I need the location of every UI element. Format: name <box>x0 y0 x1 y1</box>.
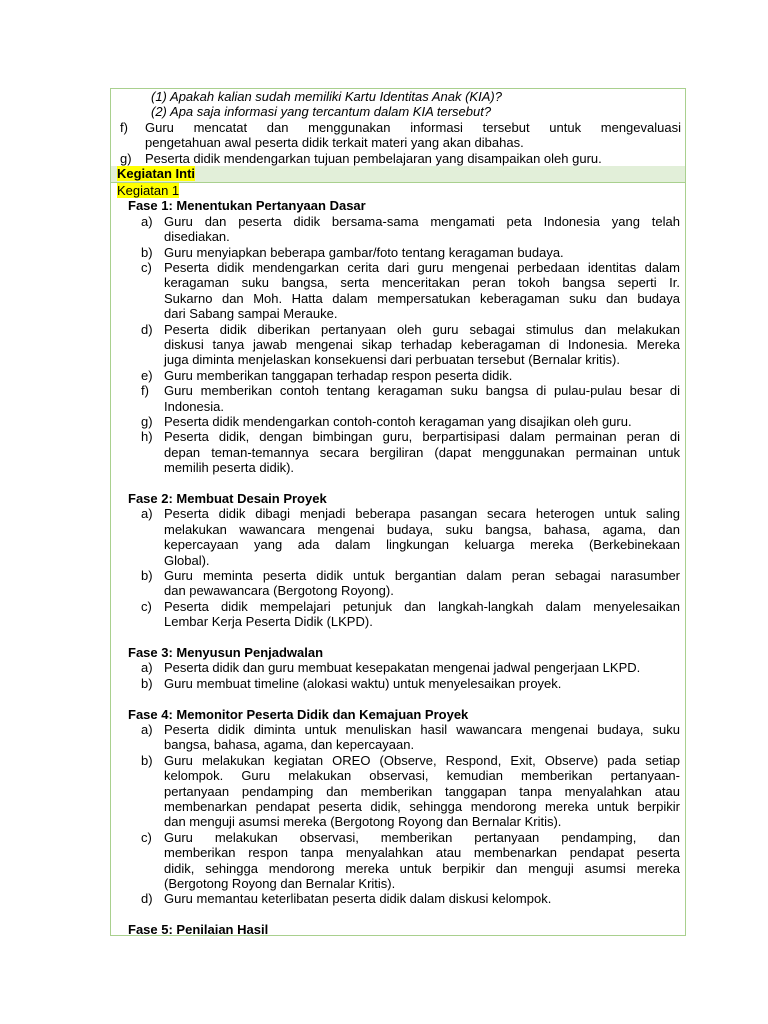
list-item-line: dan menguji asumsi mereka (Bergotong Royong dan Bernalar Kritis). <box>164 814 562 830</box>
list-label: d) <box>141 891 153 907</box>
list-item-line: Peserta didik diminta untuk menuliskan hasil wawancara mengenai budaya, suku <box>164 722 680 737</box>
list-item-line: Peserta didik mempelajari petunjuk dan langkah-langkah dalam menyelesaikan <box>164 598 680 614</box>
list-item-line: Lembar Kerja Peserta Didik (LKPD). <box>164 614 373 630</box>
list-item-line: Peserta didik, dengan bimbingan guru, berpartisipasi dalam permainan peran di <box>164 429 680 445</box>
list-item-line: Peserta didik dan guru membuat kesepakatan mengenai jadwal pengerjaan LKPD. <box>164 660 641 676</box>
list-label: d) <box>141 321 153 337</box>
lesson-plan-table <box>110 88 686 936</box>
intro-item-g-line: Peserta didik mendengarkan tujuan pembelajaran yang disampaikan oleh guru. <box>145 150 602 166</box>
list-label: g) <box>141 414 153 429</box>
section-header: Kegiatan Inti <box>117 166 196 181</box>
list-label: b) <box>141 675 153 691</box>
intro-item-f-line: Guru mencatat dan menggunakan informasi tersebut untuk mengevaluasi <box>145 119 681 135</box>
list-item-line: Peserta didik mendengarkan cerita dari guru mengenai perbedaan identitas dalam <box>164 260 680 275</box>
list-label: a) <box>141 660 153 676</box>
main-content-row <box>111 183 685 938</box>
list-item-line: bangsa, bahasa, agama, dan kepercayaan. <box>164 737 415 753</box>
list-item-line: Guru menyiapkan beberapa gambar/foto tentang keragaman budaya. <box>164 244 564 260</box>
list-label: a) <box>141 213 153 229</box>
list-item-line: Guru dan peserta didik bersama-sama mengamati peta Indonesia yang telah <box>164 213 680 229</box>
list-item-line: keragaman suku bangsa, serta menceritakan peran tokoh bangsa seperti Ir. <box>164 275 680 291</box>
list-label: h) <box>141 429 153 445</box>
list-item-line: kepercayaan yang ada dalam lingkungan keluarga mereka (Berkebinekaan <box>164 537 680 553</box>
list-item-line: Sukarno dan Moh. Hatta dalam mempersatukan keberagaman suku dan budaya <box>164 290 680 306</box>
list-item-line: melakukan wawancara mengenai budaya, suku bangsa, bahasa, agama, dan <box>164 521 680 537</box>
list-label: a) <box>141 722 153 737</box>
list-label: f) <box>141 383 149 399</box>
list-item-line: Peserta didik dibagi menjadi beberapa pasangan secara heterogen untuk saling <box>164 506 680 522</box>
list-item-line: Indonesia. <box>164 398 224 414</box>
kegiatan-label: Kegiatan 1 <box>117 183 180 198</box>
list-label: b) <box>141 244 153 260</box>
list-item-line: Guru memberikan contoh tentang keragaman suku bangsa di pulau-pulau besar di <box>164 383 680 399</box>
section-header-row <box>111 166 685 183</box>
list-item-line: Guru melakukan kegiatan OREO (Observe, Respond, Exit, Observe) pada setiap <box>164 752 680 768</box>
list-item-line: Guru meminta peserta didik untuk bergantian dalam peran sebagai narasumber <box>164 568 680 583</box>
list-item-line: memberikan respon tanpa menyalahkan atau membenarkan pendapat peserta <box>164 845 680 861</box>
list-item-line: Peserta didik mendengarkan contoh-contoh keragaman yang disajikan oleh guru. <box>164 414 632 429</box>
list-item-line: membenarkan pendapat peserta didik, sehingga mendorong mereka untuk berpikir <box>164 799 680 814</box>
list-label: b) <box>141 568 153 583</box>
list-label: a) <box>141 506 153 522</box>
intro-row <box>111 89 685 167</box>
list-item-line: depan teman-temannya secara bergiliran (dapat menggunakan permainan untuk <box>164 444 680 460</box>
list-label: f) <box>120 119 128 135</box>
list-item-line: pertanyaan pendamping dan memberikan tanggapan tanpa menyalahkan atau <box>164 783 680 799</box>
list-item-line: diskusi tanya jawab mengenai sikap terhadap keberagaman di Indonesia. Mereka <box>164 337 680 352</box>
phase-title: Fase 5: Penilaian Hasil <box>128 922 269 938</box>
list-item-line: juga diminta menjelaskan konsekuensi dari perbuatan tersebut (Bernalar kritis). <box>164 352 620 368</box>
list-label: g) <box>120 150 132 166</box>
intro-question-1: (1) Apakah kalian sudah memiliki Kartu Identitas Anak (KIA)? <box>151 89 502 104</box>
list-item-line: Guru memberikan tanggapan terhadap respon peserta didik. <box>164 367 513 383</box>
list-item-line: dari Sabang sampai Merauke. <box>164 306 338 322</box>
list-item-line: disediakan. <box>164 229 230 245</box>
list-item-line: Guru melakukan observasi, memberikan pertanyaan pendamping, dan <box>164 829 680 845</box>
phase-title: Fase 1: Menentukan Pertanyaan Dasar <box>128 198 366 214</box>
list-label: c) <box>141 829 152 845</box>
list-item-line: (Bergotong Royong dan Bernalar Kritis). <box>164 876 396 891</box>
intro-item-f-line: pengetahuan awal peserta didik terkait materi yang akan dibahas. <box>145 135 524 151</box>
list-label: c) <box>141 260 152 275</box>
list-item-line: dan pewawancara (Bergotong Royong). <box>164 583 394 599</box>
list-item-line: kelompok. Guru melakukan observasi, kemudian memberikan pertanyaan- <box>164 768 680 784</box>
list-item-line: Guru memantau keterlibatan peserta didik dalam diskusi kelompok. <box>164 891 552 907</box>
phase-title: Fase 2: Membuat Desain Proyek <box>128 491 327 506</box>
list-label: c) <box>141 598 152 614</box>
list-label: e) <box>141 367 153 383</box>
list-item-line: memilih peserta didik). <box>164 460 295 476</box>
intro-question-2: (2) Apa saja informasi yang tercantum dalam KIA tersebut? <box>151 104 492 120</box>
list-item-line: didik, sehingga mendorong mereka untuk berpikir dan menguji asumsi mereka <box>164 860 680 876</box>
list-item-line: Global). <box>164 552 210 568</box>
list-item-line: Peserta didik diberikan pertanyaan oleh guru sebagai stimulus dan melakukan <box>164 321 680 337</box>
list-item-line: Guru membuat timeline (alokasi waktu) untuk menyelesaikan proyek. <box>164 675 562 691</box>
phase-title: Fase 3: Menyusun Penjadwalan <box>128 645 324 660</box>
list-label: b) <box>141 752 153 768</box>
phase-title: Fase 4: Memonitor Peserta Didik dan Kemajuan Proyek <box>128 706 469 722</box>
